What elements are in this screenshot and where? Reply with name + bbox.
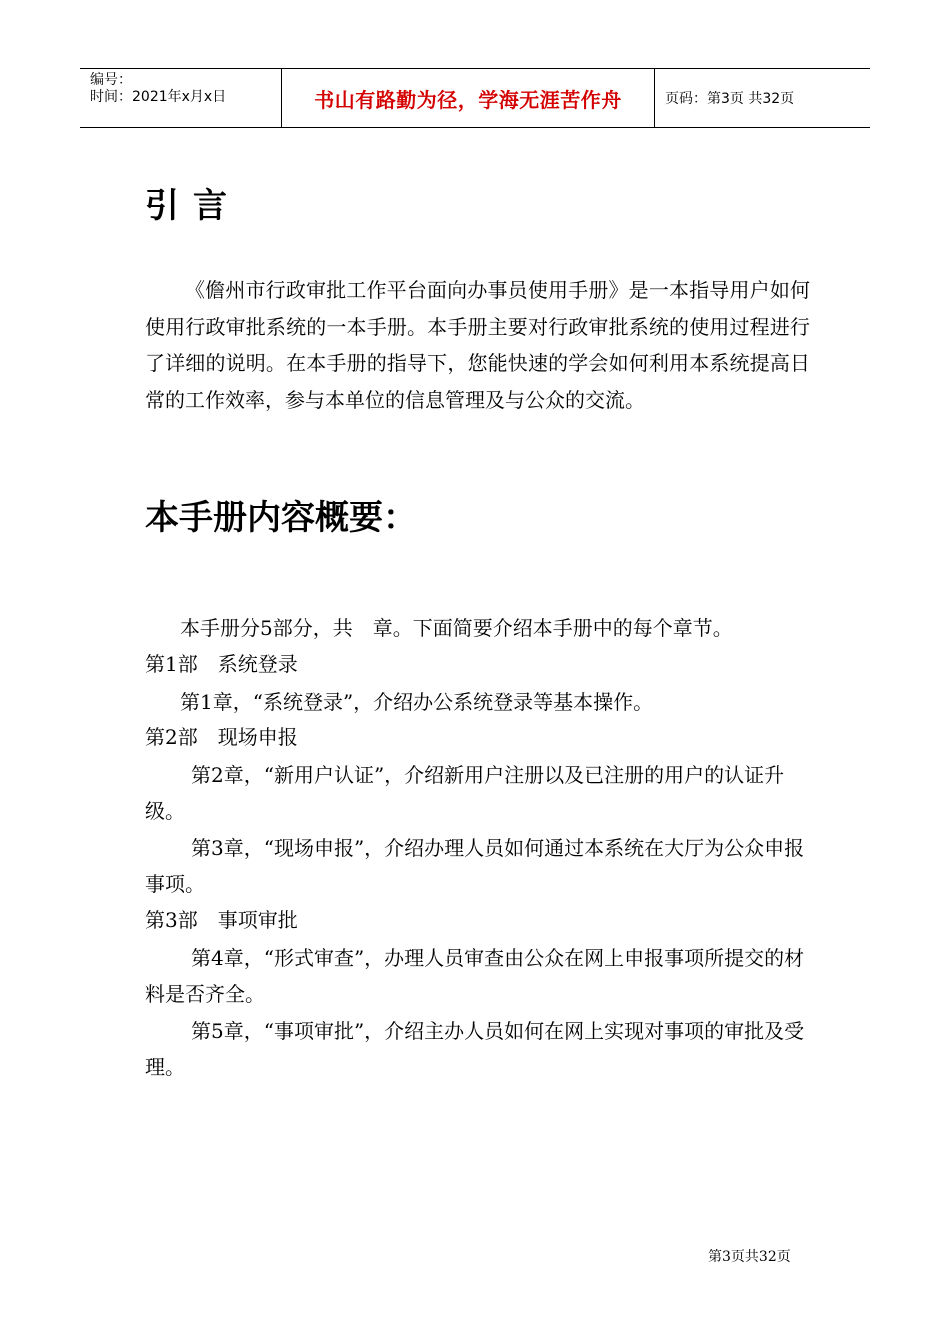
part-2-heading: 第2部 现场申报 — [145, 725, 298, 749]
chapter-4-desc: 第4章，“形式审查”，办理人员审查由公众在网上申报事项所提交的材料是否齐全。 — [145, 946, 805, 1006]
header-meta — [80, 69, 281, 127]
header-motto: 书山有路勤为径，学海无涯苦作舟 — [281, 69, 655, 127]
chapter-2-desc: 第2章，“新用户认证”，介绍新用户注册以及已注册的用户的认证升级。 — [145, 763, 785, 823]
number-label: 编号： — [90, 72, 132, 88]
chapter-1-desc: 第1章，“系统登录”，介绍办公系统登录等基本操作。 — [180, 690, 654, 714]
intro-title: 引言 — [145, 186, 241, 226]
chapter-3-desc: 第3章，“现场申报”，介绍办理人员如何通过本系统在大厅为公众申报事项。 — [145, 836, 805, 896]
page-footer: 第3页共32页 — [708, 1249, 791, 1265]
header-page-info: 页码：第3页 共32页 — [665, 91, 795, 107]
summary-lead: 本手册分5部分，共 章。下面简要介绍本手册中的每个章节。 — [180, 616, 733, 640]
summary-title: 本手册内容概要： — [145, 498, 417, 538]
chapter-5-desc: 第5章，“事项审批”，介绍主办人员如何在网上实现对事项的审批及受理。 — [145, 1019, 805, 1079]
intro-paragraph: 《儋州市行政审批工作平台面向办事员使用手册》是一本指导用户如何使用行政审批系统的一本手册。本手册主要对行政审批系统的使用过程进行了详细的说明。在本手册的指导下，您能快速的学会如何利用本系统提高日常的工作效率，参与本单位的信息管理及与公众的交流。 — [145, 278, 810, 412]
part-1-heading: 第1部 系统登录 — [145, 652, 298, 676]
page-header — [80, 68, 870, 128]
part-3-heading: 第3部 事项审批 — [145, 908, 298, 932]
time-label: 时间：2021年x月x日 — [90, 89, 227, 105]
